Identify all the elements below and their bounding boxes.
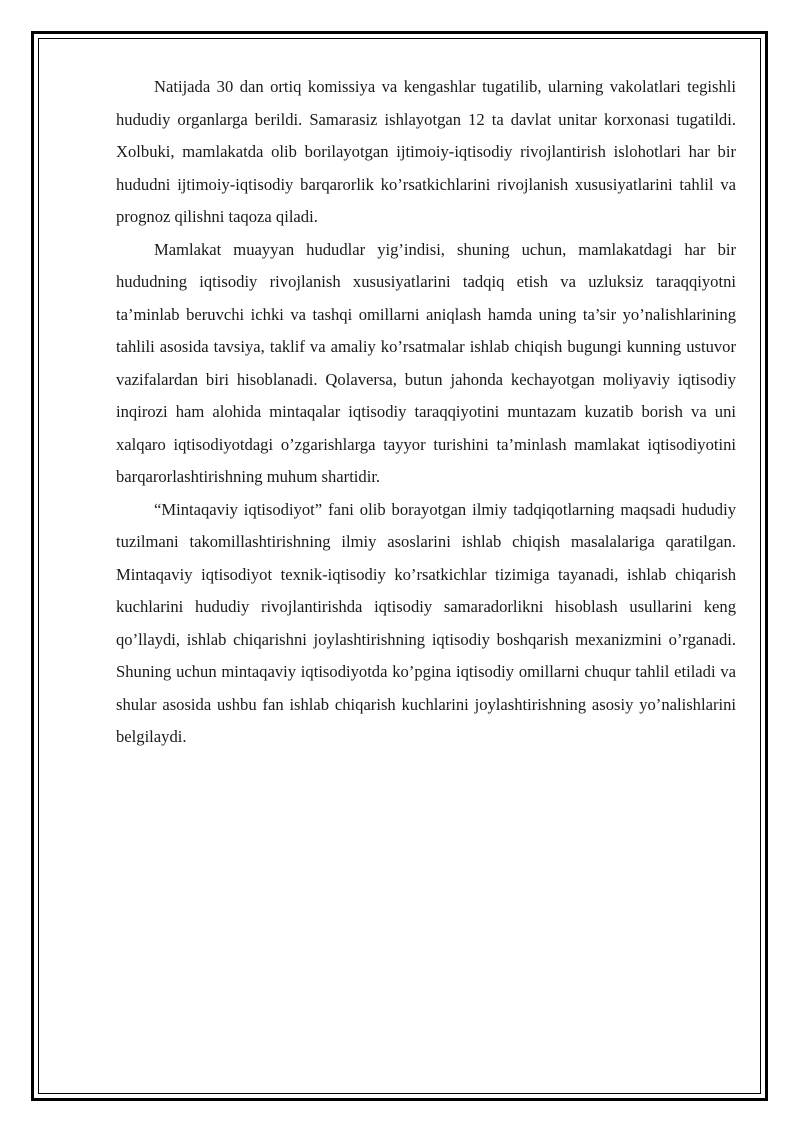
- paragraph: Mamlakat muayyan hududlar yig’indisi, shuning uchun, mamlakatdagi har bir hududning iqtisodiy rivojlanish xususiyatlarini tadqiq etish va uzluksiz taraqqiyotni ta’minlab beruvchi ichki va tashqi omillarni aniqlash hamda uning ta’sir yo’nalishlarining tahlili asosida tavsiya, taklif va amaliy ko’rsatmalar ishlab chiqish bugungi kunning ustuvor vazifalardan biri hisoblanadi. Qolaversa, butun jahonda kechayotgan moliyaviy iqtisodiy inqirozi ham alohida mintaqalar iqtisodiy taraqqiyotini muntazam kuzatib borish va uni xalqaro iqtisodiyotdagi o’zgarishlarga tayyor turishini ta’minlash mamlakat iqtisodiyotini barqarorlashtirishning muhum shartidir.: [116, 239, 736, 486]
- paragraph: Natijada 30 dan ortiq komissiya va kengashlar tugatilib, ularning vakolatlari tegishli hududiy organlarga berildi. Samarasiz ishlayotgan 12 ta davlat unitar korxonasi tugatildi. Xolbuki, mamlakatda olib borilayotgan ijtimoiy-iqtisodiy rivojlantirish islohotlari har bir hududni ijtimoiy-iqtisodiy barqarorlik ko’rsatkichlarini rivojlanish xususiyatlarini tahlil va prognoz qilishni taqoza qiladi.: [116, 77, 736, 226]
- document-body: [116, 71, 736, 754]
- paragraph: “Mintaqaviy iqtisodiyot” fani olib borayotgan ilmiy tadqiqotlarning maqsadi hududiy tuzilmani takomillashtirishning ilmiy asoslarini ishlab chiqish masalalariga qaratilgan. Mintaqaviy iqtisodiyot texnik-iqtisodiy ko’rsatkichlar tizimiga tayanadi, ishlab chiqarish kuchlarini hududiy rivojlantirishda iqtisodiy samaradorlikni hisoblash usullarini keng qo’llaydi, ishlab chiqarishni joylashtirishning iqtisodiy boshqarish mexanizmini o’rganadi. Shuning uchun mintaqaviy iqtisodiyotda ko’pgina iqtisodiy omillarni chuqur tahlil etiladi va shular asosida ushbu fan ishlab chiqarish kuchlarini joylashtirishning asosiy yo’nalishlarini belgilaydi.: [116, 499, 736, 746]
